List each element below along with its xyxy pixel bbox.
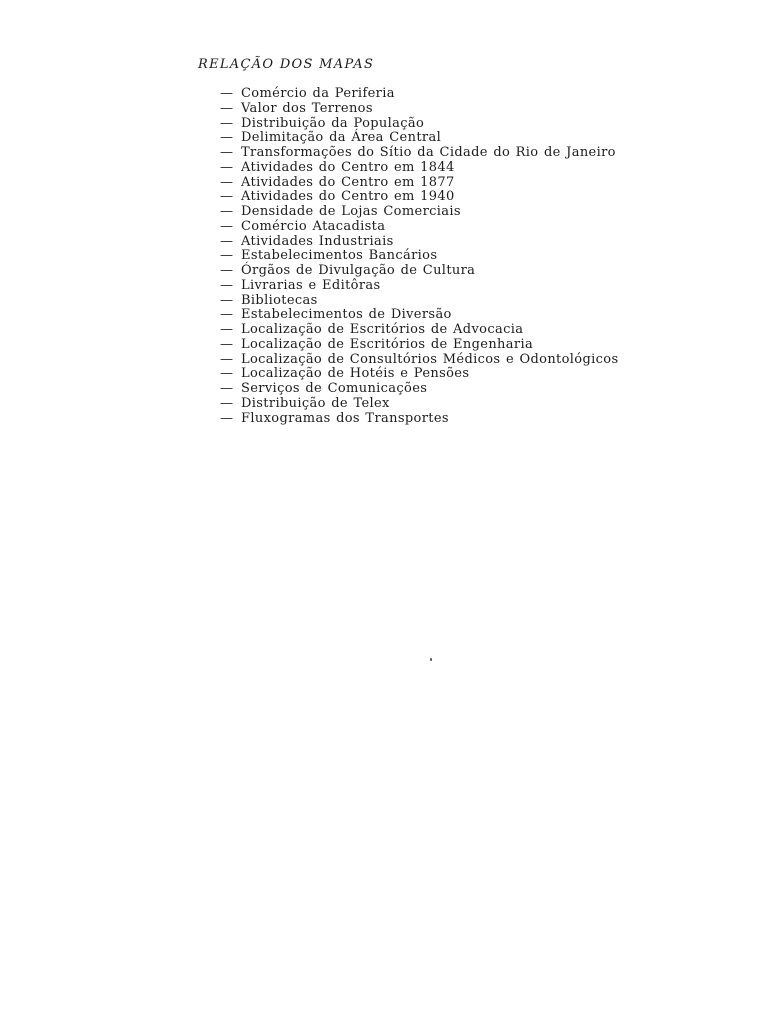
- list-item: [220, 220, 619, 235]
- list-item: [220, 146, 619, 161]
- list-item: [220, 338, 619, 353]
- list-item-label: Comércio Atacadista: [241, 218, 386, 234]
- list-dash: —: [220, 174, 234, 190]
- list-dash: —: [220, 410, 234, 426]
- list-item-label: Atividades do Centro em 1877: [241, 174, 455, 190]
- list-item-label: Atividades do Centro em 1940: [241, 189, 455, 205]
- list-item: [220, 367, 619, 382]
- list-item-label: Órgãos de Divulgação de Cultura: [241, 263, 476, 278]
- list-dash: —: [220, 159, 234, 175]
- list-item: [220, 87, 619, 102]
- list-item-label: Estabelecimentos Bancários: [241, 248, 438, 264]
- list-item: [220, 397, 619, 412]
- list-item-label: Atividades do Centro em 1844: [241, 159, 455, 175]
- list-dash: —: [220, 307, 234, 323]
- list-item-label: Distribuição da População: [241, 115, 425, 131]
- list-dash: —: [220, 322, 234, 337]
- list-item-label: Serviços de Comunicações: [241, 381, 428, 396]
- list-item-label: Distribuição de Telex: [241, 395, 390, 411]
- list-item: [220, 382, 619, 397]
- list-dash: —: [220, 292, 234, 308]
- list-item-label: Estabelecimentos de Diversão: [241, 307, 452, 323]
- list-item-label: Localização de Hotéis e Pensões: [241, 366, 470, 382]
- list-item-label: Localização de Escritórios de Advocacia: [241, 322, 524, 337]
- list-item: [220, 412, 619, 427]
- page-speck: [430, 658, 432, 661]
- list-item: [220, 323, 619, 338]
- list-item: [220, 131, 619, 146]
- list-dash: —: [220, 204, 234, 219]
- list-item: [220, 190, 619, 205]
- list-item: [220, 161, 619, 176]
- list-item: [220, 235, 619, 250]
- list-item: [220, 249, 619, 264]
- list-item-label: Delimitação da Área Central: [241, 130, 442, 146]
- list-item-label: Atividades Industriais: [241, 233, 394, 249]
- list-item-label: Comércio da Periferia: [241, 86, 395, 101]
- list-item: [220, 176, 619, 191]
- list-item-label: Valor dos Terrenos: [241, 100, 373, 116]
- list-item: [220, 264, 619, 279]
- list-item: [220, 205, 619, 220]
- list-dash: —: [220, 366, 234, 382]
- list-dash: —: [220, 263, 234, 278]
- list-dash: —: [220, 189, 234, 205]
- list-dash: —: [220, 218, 234, 234]
- list-item: [220, 102, 619, 117]
- list-dash: —: [220, 115, 234, 131]
- list-item-label: Transformações do Sítio da Cidade do Rio de Janeiro: [241, 145, 616, 160]
- list-dash: —: [220, 233, 234, 249]
- list-dash: —: [220, 130, 234, 146]
- list-item: [220, 294, 619, 309]
- list-dash: —: [220, 351, 234, 367]
- list-dash: —: [220, 277, 234, 293]
- list-item: [220, 279, 619, 294]
- list-item-label: Livrarias e Editôras: [241, 277, 381, 293]
- list-dash: —: [220, 248, 234, 264]
- page-title: RELAÇÃO DOS MAPAS: [198, 57, 375, 72]
- list-dash: —: [220, 336, 234, 352]
- map-list: [220, 87, 619, 426]
- list-item-label: Bibliotecas: [241, 292, 318, 308]
- list-item-label: Densidade de Lojas Comerciais: [241, 204, 461, 219]
- list-item: [220, 353, 619, 368]
- list-dash: —: [220, 100, 234, 116]
- list-dash: —: [220, 86, 234, 101]
- list-dash: —: [220, 145, 234, 160]
- list-item-label: Localização de Consultórios Médicos e Odontológicos: [241, 351, 619, 367]
- list-item-label: Localização de Escritórios de Engenharia: [241, 336, 534, 352]
- list-dash: —: [220, 381, 234, 396]
- list-item: [220, 308, 619, 323]
- list-dash: —: [220, 395, 234, 411]
- list-item-label: Fluxogramas dos Transportes: [241, 410, 449, 426]
